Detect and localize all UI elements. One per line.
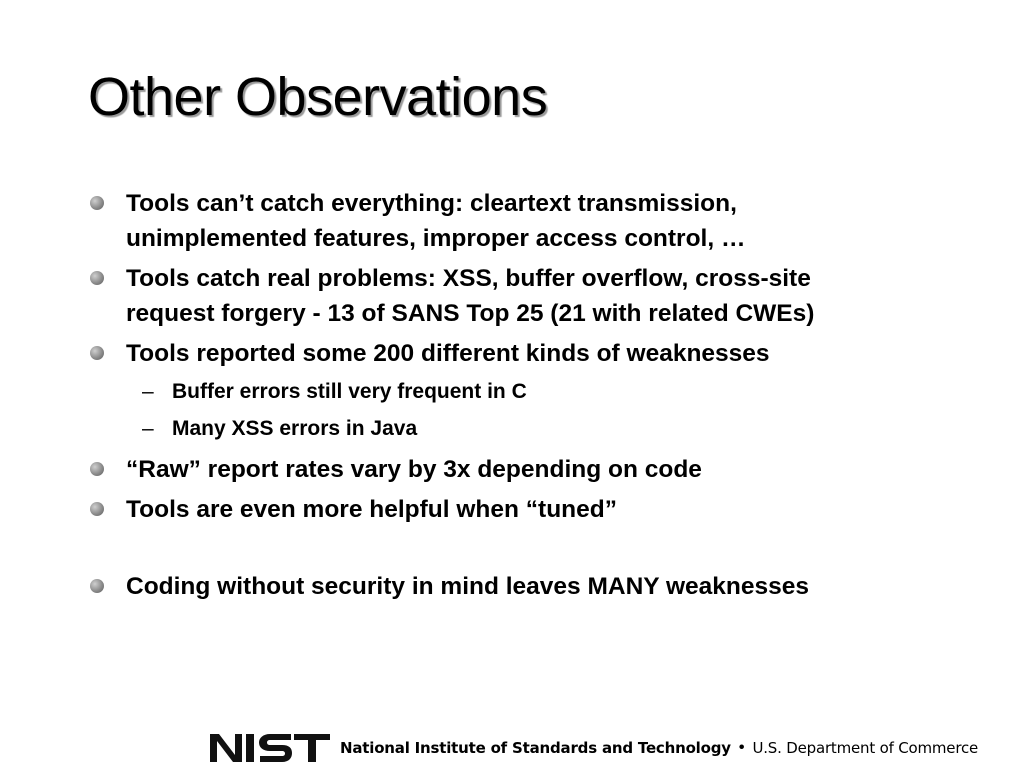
bullet-text: Coding without security in mind leaves MANY weaknesses [126, 573, 810, 600]
sub-bullet-item [126, 410, 968, 447]
bullet-text-line: Tools catch real problems: XSS, buffer overflow, cross-site [126, 265, 811, 292]
bullet-text-line: request forgery - 13 of SANS Top 25 (21 with related CWEs) [126, 300, 815, 327]
sub-bullet-text: Buffer errors still very frequent in C [172, 380, 527, 403]
bullet-list [88, 186, 968, 609]
bullet-dot-icon [90, 271, 104, 285]
footer-separator: • [738, 739, 745, 756]
footer-department: U.S. Department of Commerce [752, 739, 979, 757]
bullet-item [88, 261, 968, 331]
sub-bullet-list [126, 373, 968, 447]
bullet-item [88, 492, 968, 527]
sub-bullet-text: Many XSS errors in Java [172, 417, 418, 440]
footer-organization: National Institute of Standards and Technology [340, 739, 731, 757]
bullet-item [88, 569, 968, 604]
bullet-item [88, 186, 968, 256]
footer [208, 730, 978, 766]
bullet-item [88, 452, 968, 487]
bullet-text: Tools are even more helpful when “tuned” [126, 496, 617, 523]
bullet-dot-icon [90, 346, 104, 360]
bullet-text-line: unimplemented features, improper access control, … [126, 225, 746, 252]
nist-logo [208, 730, 332, 766]
dash-marker: – [142, 380, 154, 403]
bullet-dot-icon [90, 196, 104, 210]
bullet-dot-icon [90, 462, 104, 476]
bullet-dot-icon [90, 502, 104, 516]
bullet-text: “Raw” report rates vary by 3x depending on code [126, 456, 702, 483]
bullet-text: Tools reported some 200 different kinds of weaknesses [126, 340, 770, 367]
bullet-text-line: Tools can’t catch everything: cleartext transmission, [126, 190, 737, 217]
bullet-dot-icon [90, 579, 104, 593]
sub-bullet-item [126, 373, 968, 410]
slide-title: Other Observations [88, 67, 548, 127]
bullet-item [88, 336, 968, 447]
dash-marker: – [142, 417, 154, 440]
